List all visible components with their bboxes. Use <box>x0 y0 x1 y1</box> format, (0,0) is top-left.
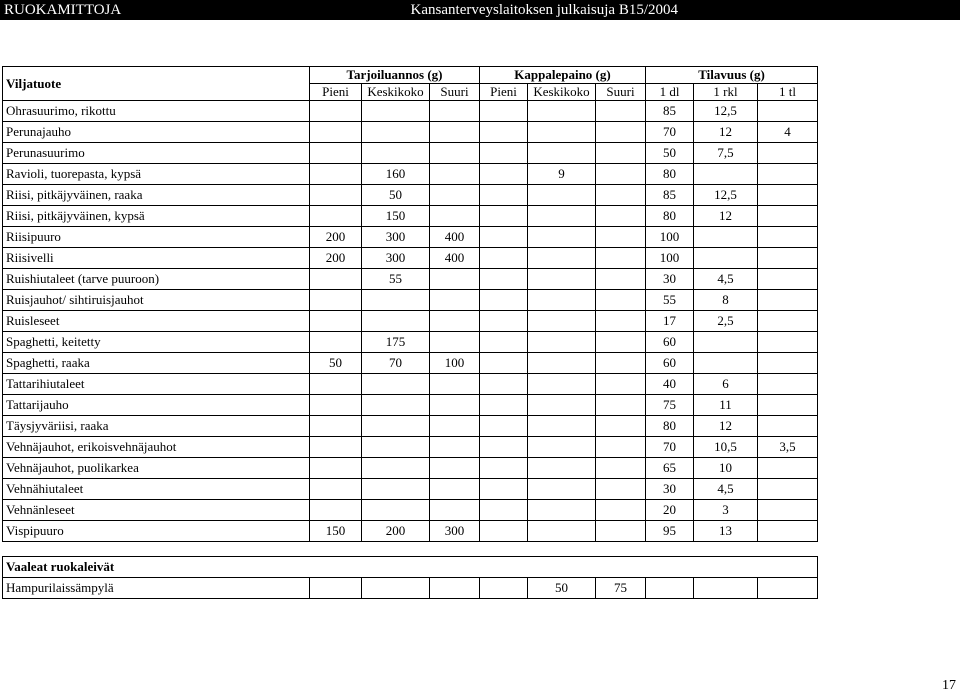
value-cell <box>430 332 480 353</box>
product-name-cell: Vehnäjauhot, erikoisvehnäjauhot <box>3 437 310 458</box>
value-cell: 50 <box>362 185 430 206</box>
header-right-title: Kansanterveyslaitoksen julkaisuja B15/2004 <box>410 2 678 18</box>
value-cell: 40 <box>646 374 694 395</box>
spacer-row <box>3 542 818 557</box>
value-cell <box>596 290 646 311</box>
value-cell <box>480 227 528 248</box>
value-cell: 100 <box>646 227 694 248</box>
value-cell <box>480 458 528 479</box>
table-row <box>3 479 818 500</box>
value-cell <box>310 374 362 395</box>
value-cell <box>758 374 818 395</box>
value-cell <box>528 248 596 269</box>
value-cell <box>480 374 528 395</box>
product-name-cell: Spaghetti, keitetty <box>3 332 310 353</box>
value-cell <box>528 290 596 311</box>
value-cell <box>758 311 818 332</box>
table-row <box>3 122 818 143</box>
value-cell <box>310 122 362 143</box>
value-cell <box>528 479 596 500</box>
value-cell <box>480 332 528 353</box>
value-cell: 150 <box>310 521 362 542</box>
value-cell <box>596 122 646 143</box>
value-cell: 10,5 <box>694 437 758 458</box>
value-cell: 13 <box>694 521 758 542</box>
value-cell <box>596 248 646 269</box>
value-cell: 8 <box>694 290 758 311</box>
table-row <box>3 395 818 416</box>
product-name-cell: Tattarijauho <box>3 395 310 416</box>
value-cell <box>480 578 528 599</box>
product-name-cell: Ruisleseet <box>3 311 310 332</box>
value-cell: 85 <box>646 185 694 206</box>
value-cell: 400 <box>430 248 480 269</box>
value-cell <box>528 185 596 206</box>
section-title-row <box>3 557 818 578</box>
value-cell <box>362 101 430 122</box>
value-cell: 9 <box>528 164 596 185</box>
value-cell <box>310 332 362 353</box>
value-cell <box>430 122 480 143</box>
table-row <box>3 353 818 374</box>
subheader-cell: Pieni <box>480 84 528 101</box>
value-cell <box>480 290 528 311</box>
value-cell <box>528 143 596 164</box>
product-name-cell: Tattarihiutaleet <box>3 374 310 395</box>
value-cell <box>694 248 758 269</box>
value-cell <box>758 248 818 269</box>
value-cell: 10 <box>694 458 758 479</box>
value-cell <box>596 521 646 542</box>
subheader-cell: 1 rkl <box>694 84 758 101</box>
value-cell: 55 <box>646 290 694 311</box>
value-cell <box>480 437 528 458</box>
subheader-cell: 1 tl <box>758 84 818 101</box>
value-cell <box>310 269 362 290</box>
column-header-viljatuote: Viljatuote <box>3 67 310 101</box>
value-cell: 30 <box>646 479 694 500</box>
value-cell: 3 <box>694 500 758 521</box>
value-cell <box>528 269 596 290</box>
value-cell <box>362 290 430 311</box>
value-cell <box>596 395 646 416</box>
value-cell <box>480 269 528 290</box>
value-cell <box>430 143 480 164</box>
value-cell: 17 <box>646 311 694 332</box>
value-cell <box>362 416 430 437</box>
value-cell <box>430 269 480 290</box>
product-name-cell: Ravioli, tuorepasta, kypsä <box>3 164 310 185</box>
value-cell <box>430 206 480 227</box>
table-row <box>3 101 818 122</box>
value-cell <box>694 227 758 248</box>
value-cell <box>596 332 646 353</box>
table-row <box>3 164 818 185</box>
value-cell <box>596 500 646 521</box>
value-cell: 4 <box>758 122 818 143</box>
value-cell: 300 <box>430 521 480 542</box>
value-cell: 11 <box>694 395 758 416</box>
value-cell <box>758 353 818 374</box>
spacer-cell <box>3 542 818 557</box>
value-cell <box>480 395 528 416</box>
value-cell <box>528 374 596 395</box>
product-name-cell: Riisivelli <box>3 248 310 269</box>
value-cell <box>758 500 818 521</box>
value-cell: 300 <box>362 248 430 269</box>
table-row <box>3 248 818 269</box>
value-cell <box>310 311 362 332</box>
value-cell: 12,5 <box>694 185 758 206</box>
value-cell <box>430 416 480 437</box>
table-row <box>3 206 818 227</box>
value-cell <box>758 206 818 227</box>
value-cell <box>362 578 430 599</box>
group-header-volume: Tilavuus (g) <box>646 67 818 84</box>
value-cell <box>480 101 528 122</box>
value-cell <box>362 395 430 416</box>
subheader-cell: Keskikoko <box>528 84 596 101</box>
subheader-cell: Suuri <box>596 84 646 101</box>
value-cell: 55 <box>362 269 430 290</box>
value-cell <box>430 164 480 185</box>
value-cell <box>758 101 818 122</box>
value-cell: 12 <box>694 206 758 227</box>
value-cell: 80 <box>646 416 694 437</box>
product-name-cell: Ohrasuurimo, rikottu <box>3 101 310 122</box>
value-cell <box>758 290 818 311</box>
table-row <box>3 416 818 437</box>
value-cell <box>758 578 818 599</box>
table-row <box>3 458 818 479</box>
value-cell <box>596 479 646 500</box>
value-cell <box>480 479 528 500</box>
value-cell <box>310 437 362 458</box>
value-cell <box>758 143 818 164</box>
product-name-cell: Vehnähiutaleet <box>3 479 310 500</box>
value-cell <box>596 185 646 206</box>
value-cell <box>362 437 430 458</box>
product-name-cell: Perunajauho <box>3 122 310 143</box>
value-cell: 95 <box>646 521 694 542</box>
product-name-cell: Ruisjauhot/ sihtiruisjauhot <box>3 290 310 311</box>
value-cell: 60 <box>646 332 694 353</box>
value-cell: 12 <box>694 416 758 437</box>
value-cell <box>694 353 758 374</box>
table-row <box>3 437 818 458</box>
value-cell: 50 <box>310 353 362 374</box>
value-cell <box>430 290 480 311</box>
table-row <box>3 185 818 206</box>
value-cell <box>528 353 596 374</box>
value-cell <box>528 521 596 542</box>
value-cell <box>430 185 480 206</box>
value-cell: 200 <box>310 227 362 248</box>
value-cell: 70 <box>362 353 430 374</box>
value-cell <box>310 395 362 416</box>
value-cell <box>528 437 596 458</box>
value-cell <box>694 332 758 353</box>
value-cell <box>596 353 646 374</box>
value-cell: 50 <box>528 578 596 599</box>
group-header-piece-weight: Kappalepaino (g) <box>480 67 646 84</box>
value-cell <box>758 479 818 500</box>
value-cell <box>310 578 362 599</box>
value-cell <box>596 416 646 437</box>
group-header-serving: Tarjoiluannos (g) <box>310 67 480 84</box>
subheader-cell: Suuri <box>430 84 480 101</box>
value-cell: 3,5 <box>758 437 818 458</box>
value-cell <box>758 395 818 416</box>
value-cell <box>528 416 596 437</box>
value-cell: 200 <box>362 521 430 542</box>
value-cell: 80 <box>646 206 694 227</box>
value-cell <box>362 374 430 395</box>
value-cell <box>430 374 480 395</box>
value-cell: 20 <box>646 500 694 521</box>
value-cell <box>310 143 362 164</box>
table-row <box>3 143 818 164</box>
table-row <box>3 578 818 599</box>
value-cell <box>480 521 528 542</box>
value-cell: 100 <box>430 353 480 374</box>
table-row <box>3 374 818 395</box>
table-row <box>3 311 818 332</box>
product-name-cell: Vispipuuro <box>3 521 310 542</box>
value-cell <box>310 416 362 437</box>
value-cell: 6 <box>694 374 758 395</box>
product-name-cell: Riisi, pitkäjyväinen, kypsä <box>3 206 310 227</box>
value-cell <box>430 101 480 122</box>
value-cell <box>528 122 596 143</box>
value-cell <box>430 395 480 416</box>
value-cell <box>528 206 596 227</box>
product-name-cell: Täysjyväriisi, raaka <box>3 416 310 437</box>
value-cell <box>310 164 362 185</box>
value-cell <box>758 185 818 206</box>
product-name-cell: Perunasuurimo <box>3 143 310 164</box>
value-cell <box>758 416 818 437</box>
value-cell <box>596 227 646 248</box>
value-cell <box>528 227 596 248</box>
subheader-cell: Pieni <box>310 84 362 101</box>
value-cell: 80 <box>646 164 694 185</box>
value-cell <box>694 578 758 599</box>
value-cell: 400 <box>430 227 480 248</box>
value-cell <box>596 311 646 332</box>
value-cell <box>362 500 430 521</box>
value-cell: 200 <box>310 248 362 269</box>
value-cell <box>310 185 362 206</box>
value-cell <box>596 374 646 395</box>
value-cell <box>480 500 528 521</box>
value-cell <box>362 479 430 500</box>
value-cell <box>362 311 430 332</box>
value-cell <box>646 578 694 599</box>
value-cell: 160 <box>362 164 430 185</box>
value-cell: 60 <box>646 353 694 374</box>
value-cell <box>758 227 818 248</box>
value-cell <box>430 479 480 500</box>
value-cell <box>480 248 528 269</box>
table-row <box>3 227 818 248</box>
subheader-cell: 1 dl <box>646 84 694 101</box>
value-cell: 150 <box>362 206 430 227</box>
value-cell: 12,5 <box>694 101 758 122</box>
value-cell <box>362 143 430 164</box>
value-cell: 75 <box>646 395 694 416</box>
product-name-cell: Spaghetti, raaka <box>3 353 310 374</box>
subheader-cell: Keskikoko <box>362 84 430 101</box>
value-cell <box>480 122 528 143</box>
value-cell <box>758 164 818 185</box>
product-name-cell: Riisi, pitkäjyväinen, raaka <box>3 185 310 206</box>
value-cell <box>362 458 430 479</box>
table-row <box>3 269 818 290</box>
value-cell <box>430 578 480 599</box>
value-cell: 65 <box>646 458 694 479</box>
value-cell <box>310 479 362 500</box>
value-cell: 4,5 <box>694 269 758 290</box>
value-cell <box>758 458 818 479</box>
value-cell: 2,5 <box>694 311 758 332</box>
value-cell <box>310 458 362 479</box>
table-row <box>3 332 818 353</box>
product-name-cell: Vehnänleseet <box>3 500 310 521</box>
table-row <box>3 521 818 542</box>
value-cell: 100 <box>646 248 694 269</box>
value-cell <box>694 164 758 185</box>
value-cell <box>430 500 480 521</box>
value-cell: 50 <box>646 143 694 164</box>
value-cell <box>430 437 480 458</box>
value-cell <box>596 269 646 290</box>
value-cell <box>480 185 528 206</box>
product-name-cell: Ruishiutaleet (tarve puuroon) <box>3 269 310 290</box>
value-cell <box>310 290 362 311</box>
header-left-title: RUOKAMITTOJA <box>4 2 122 18</box>
value-cell <box>528 458 596 479</box>
value-cell <box>758 332 818 353</box>
value-cell: 12 <box>694 122 758 143</box>
value-cell: 85 <box>646 101 694 122</box>
value-cell <box>480 311 528 332</box>
value-cell <box>528 332 596 353</box>
value-cell <box>596 206 646 227</box>
value-cell <box>596 437 646 458</box>
page-number: 17 <box>942 678 956 693</box>
value-cell <box>480 416 528 437</box>
food-measure-table <box>2 66 818 599</box>
value-cell <box>362 122 430 143</box>
value-cell: 7,5 <box>694 143 758 164</box>
value-cell: 175 <box>362 332 430 353</box>
section-title-vaaleat-ruokaleivat: Vaaleat ruokaleivät <box>3 557 818 578</box>
value-cell <box>528 395 596 416</box>
value-cell <box>758 269 818 290</box>
page-header <box>0 0 960 20</box>
value-cell <box>758 521 818 542</box>
value-cell <box>528 311 596 332</box>
value-cell <box>596 458 646 479</box>
value-cell <box>596 143 646 164</box>
value-cell: 70 <box>646 437 694 458</box>
value-cell <box>596 164 646 185</box>
value-cell <box>596 101 646 122</box>
value-cell <box>480 164 528 185</box>
value-cell <box>310 206 362 227</box>
product-name-cell: Hampurilaissämpylä <box>3 578 310 599</box>
value-cell <box>430 458 480 479</box>
product-name-cell: Riisipuuro <box>3 227 310 248</box>
value-cell: 300 <box>362 227 430 248</box>
value-cell: 4,5 <box>694 479 758 500</box>
table-row <box>3 290 818 311</box>
table-row <box>3 500 818 521</box>
value-cell <box>310 101 362 122</box>
value-cell <box>430 311 480 332</box>
value-cell: 75 <box>596 578 646 599</box>
value-cell <box>480 143 528 164</box>
value-cell <box>528 101 596 122</box>
product-name-cell: Vehnäjauhot, puolikarkea <box>3 458 310 479</box>
value-cell <box>480 206 528 227</box>
value-cell <box>528 500 596 521</box>
value-cell <box>310 500 362 521</box>
value-cell: 70 <box>646 122 694 143</box>
value-cell: 30 <box>646 269 694 290</box>
value-cell <box>480 353 528 374</box>
